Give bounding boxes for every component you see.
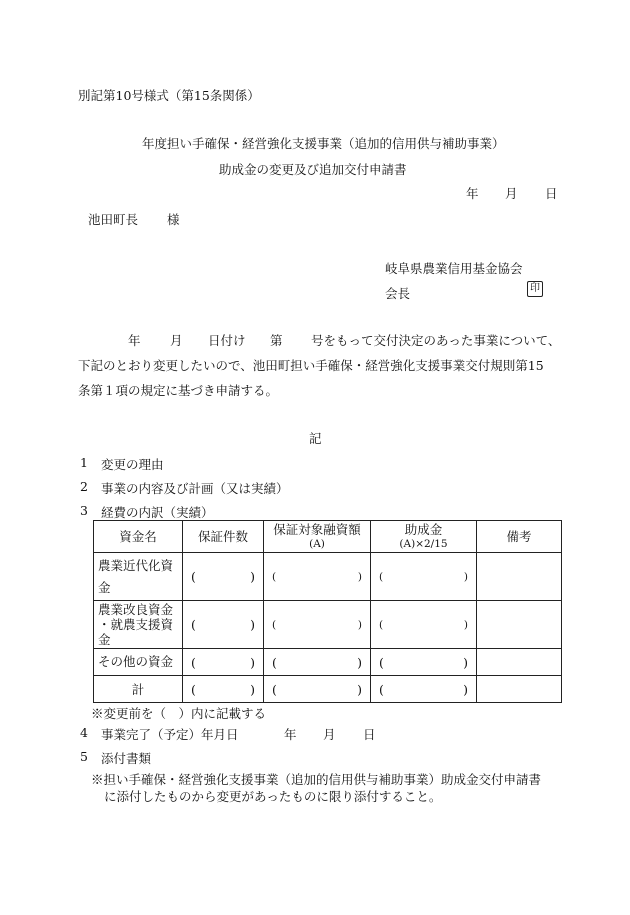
item-3-text: 経費の内訳（実績） [101, 505, 214, 520]
form-label: 別記第10号様式（第15条関係） [78, 88, 260, 103]
item-5-num: 5 [80, 749, 88, 764]
row-fund-name: 農業近代化資 金 [94, 553, 183, 601]
date-year: 年 [466, 186, 479, 201]
body-line2: 下記のとおり変更したいので、池田町担い手確保・経営強化支援事業交付規則第15 [78, 358, 544, 373]
expense-table [93, 520, 562, 703]
applicant-org: 岐阜県農業信用基金協会 [385, 261, 523, 276]
date-month: 月 [505, 186, 518, 201]
item-1-text: 変更の理由 [101, 457, 164, 472]
table-row [94, 649, 562, 676]
cell-loan: ( ) [264, 553, 371, 601]
cell-subsidy: ( ) [371, 649, 477, 676]
attach-note-line1: ※担い手確保・経営強化支援事業（追加的信用供与補助事業）助成金交付申請書 [91, 772, 542, 787]
row-fund-name: 計 [94, 676, 183, 703]
date-day: 日 [545, 186, 558, 201]
header-loan-amount: 保証対象融資額 (A) [264, 521, 371, 553]
cell-count: ( ) [183, 601, 264, 649]
attach-note-line2: に添付したものから変更があったものに限り添付すること。 [104, 789, 442, 804]
cell-count: ( ) [183, 553, 264, 601]
body-no: 第 [270, 333, 283, 348]
item-4-month: 月 [323, 727, 336, 742]
body-line3: 条第１項の規定に基づき申請する。 [78, 383, 279, 398]
item-5-text: 添付書類 [101, 751, 152, 766]
item-4-day: 日 [363, 727, 376, 742]
cell-subsidy: ( ) [371, 676, 477, 703]
cell-remarks [477, 553, 562, 601]
seal-mark: 印 [527, 281, 543, 297]
table-row [94, 553, 562, 601]
body-line1-rest: 号をもって交付決定のあった事業について、 [311, 333, 561, 348]
cell-count: ( ) [183, 676, 264, 703]
header-remarks: 備考 [477, 521, 562, 553]
cell-remarks [477, 676, 562, 703]
cell-count: ( ) [183, 649, 264, 676]
cell-subsidy: ( ) [371, 553, 477, 601]
table-note: ※変更前を（ ）内に記載する [91, 706, 267, 721]
cell-subsidy: ( ) [371, 601, 477, 649]
title-line-1: 年度担い手確保・経営強化支援事業（追加的信用供与補助事業） [142, 136, 505, 151]
ki-heading: 記 [309, 431, 322, 446]
cell-loan: ( ) [264, 601, 371, 649]
header-fund-name: 資金名 [94, 521, 183, 553]
table-header-row [94, 521, 562, 553]
item-3-num: 3 [80, 503, 88, 518]
cell-remarks [477, 649, 562, 676]
row-fund-name: 農業改良資金 ・就農支援資 金 [94, 601, 183, 649]
cell-loan: ( ) [264, 676, 371, 703]
title-line-2: 助成金の変更及び追加交付申請書 [219, 162, 407, 177]
item-2-text: 事業の内容及び計画（又は実績） [101, 481, 289, 496]
header-guarantee-count: 保証件数 [183, 521, 264, 553]
item-4-year: 年 [284, 727, 297, 742]
honorific: 様 [167, 212, 180, 227]
item-4-text: 事業完了（予定）年月日 [101, 727, 239, 742]
item-2-num: 2 [80, 479, 88, 494]
cell-loan: ( ) [264, 649, 371, 676]
addressee: 池田町長 [88, 212, 139, 227]
item-1-num: 1 [80, 455, 88, 470]
applicant-title: 会長 [385, 286, 411, 301]
body-day: 日付け [208, 333, 246, 348]
body-month: 月 [170, 333, 183, 348]
cell-remarks [477, 601, 562, 649]
table-row [94, 601, 562, 649]
header-subsidy: 助成金 (A)×2/15 [371, 521, 477, 553]
row-fund-name: その他の資金 [94, 649, 183, 676]
table-row-total [94, 676, 562, 703]
body-year: 年 [128, 333, 141, 348]
item-4-num: 4 [80, 725, 88, 740]
